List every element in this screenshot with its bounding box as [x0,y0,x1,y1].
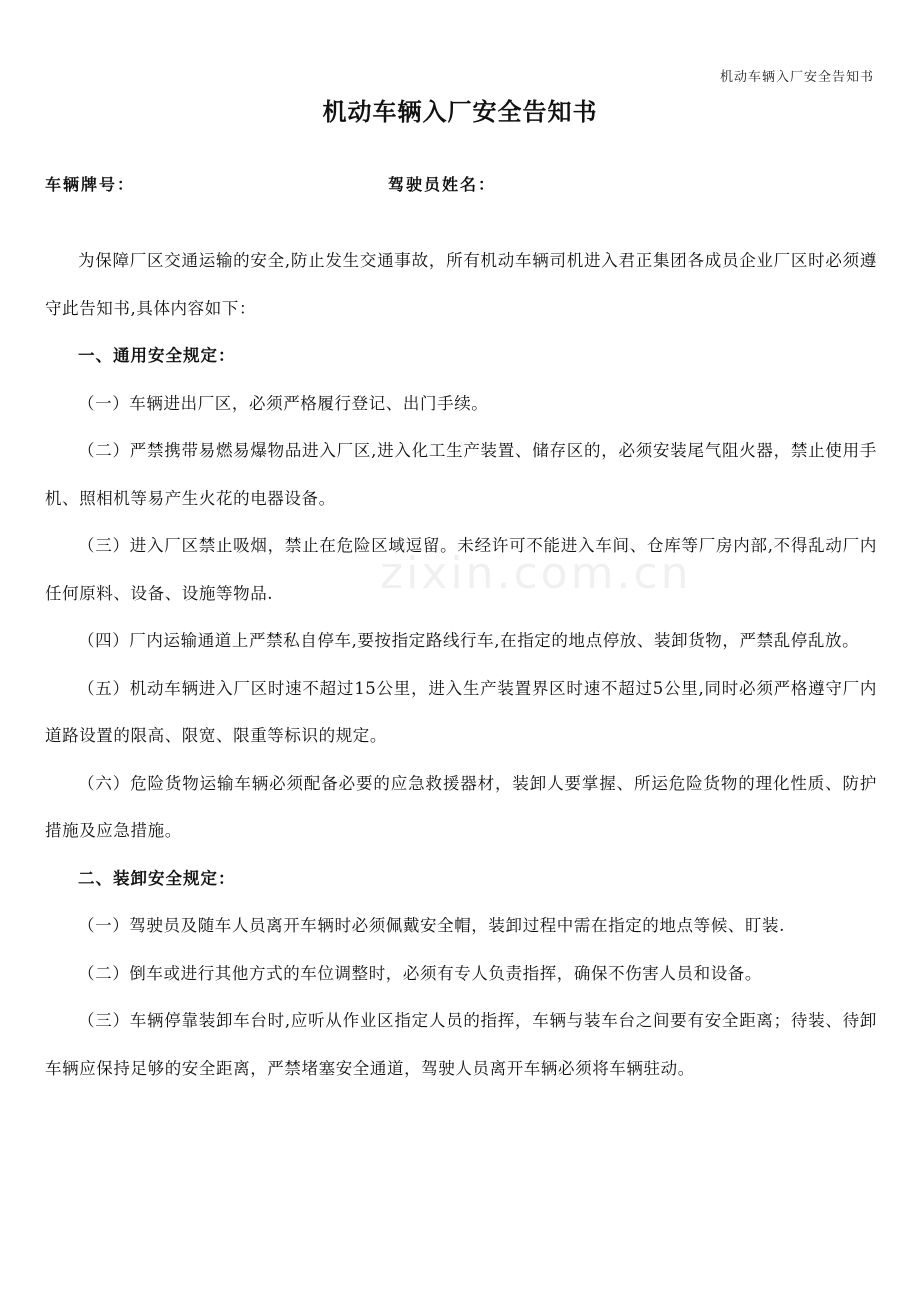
general-rule-4: （四）厂内运输通道上严禁私自停车,要按指定路线行车,在指定的地点停放、装卸货物，严禁乱停乱放。 [78,631,860,650]
watermark: zixin.com.cn [380,548,692,599]
general-rule-2: （二）严禁携带易燃易爆物品进入厂区,进入化工生产装置、储存区的，必须安装尾气阻火器，禁止使用手机、照相机等易产生火花的电器设备。 [45,441,877,508]
intro-paragraph: 为保障厂区交通运输的安全,防止发生交通事故，所有机动车辆司机进入君正集团各成员企业厂区时必须遵守此告知书,具体内容如下： [45,251,877,318]
section-heading-loading: 二、装卸安全规定： [78,868,236,888]
document-body [45,237,877,1092]
general-rule-5: （五）机动车辆进入厂区时速不超过15公里，进入生产装置界区时速不超过5公里,同时必须严格遵守厂内道路设置的限高、限宽、限重等标识的规定。 [45,678,877,745]
running-header: 机动车辆入厂安全告知书 [719,70,874,85]
general-rule-1: （一）车辆进出厂区，必须严格履行登记、出门手续。 [78,393,489,413]
loading-rule-3: （三）车辆停靠装卸车台时,应听从作业区指定人员的指挥，车辆与装车台之间要有安全距离；待装、待卸车辆应保持足够的安全距离，严禁堵塞安全通道，驾驶人员离开车辆必须将车辆驻动。 [45,1011,877,1078]
loading-rule-2: （二）倒车或进行其他方式的车位调整时，必须有专人负责指挥，确保不伤害人员和设备。 [78,963,762,983]
section-heading-general: 一、通用安全规定： [78,346,236,365]
driver-name-label: 驾驶员姓名： [388,175,497,194]
general-rule-3: （三）进入厂区禁止吸烟，禁止在危险区域逗留。未经许可不能进入车间、仓库等厂房内部,不得乱动厂内任何原料、设备、设施等物品. [45,536,877,603]
general-rule-6: （六）危险货物运输车辆必须配备必要的应急救援器材，装卸人要掌握、所运危险货物的理化性质、防护措施及应急措施。 [45,773,877,840]
loading-rule-1: （一）驾驶员及随车人员离开车辆时必须佩戴安全帽，装卸过程中需在指定的地点等候、盯装. [78,916,785,935]
document-title: 机动车辆入厂安全告知书 [322,98,598,126]
plate-number-label: 车辆牌号： [45,175,136,194]
